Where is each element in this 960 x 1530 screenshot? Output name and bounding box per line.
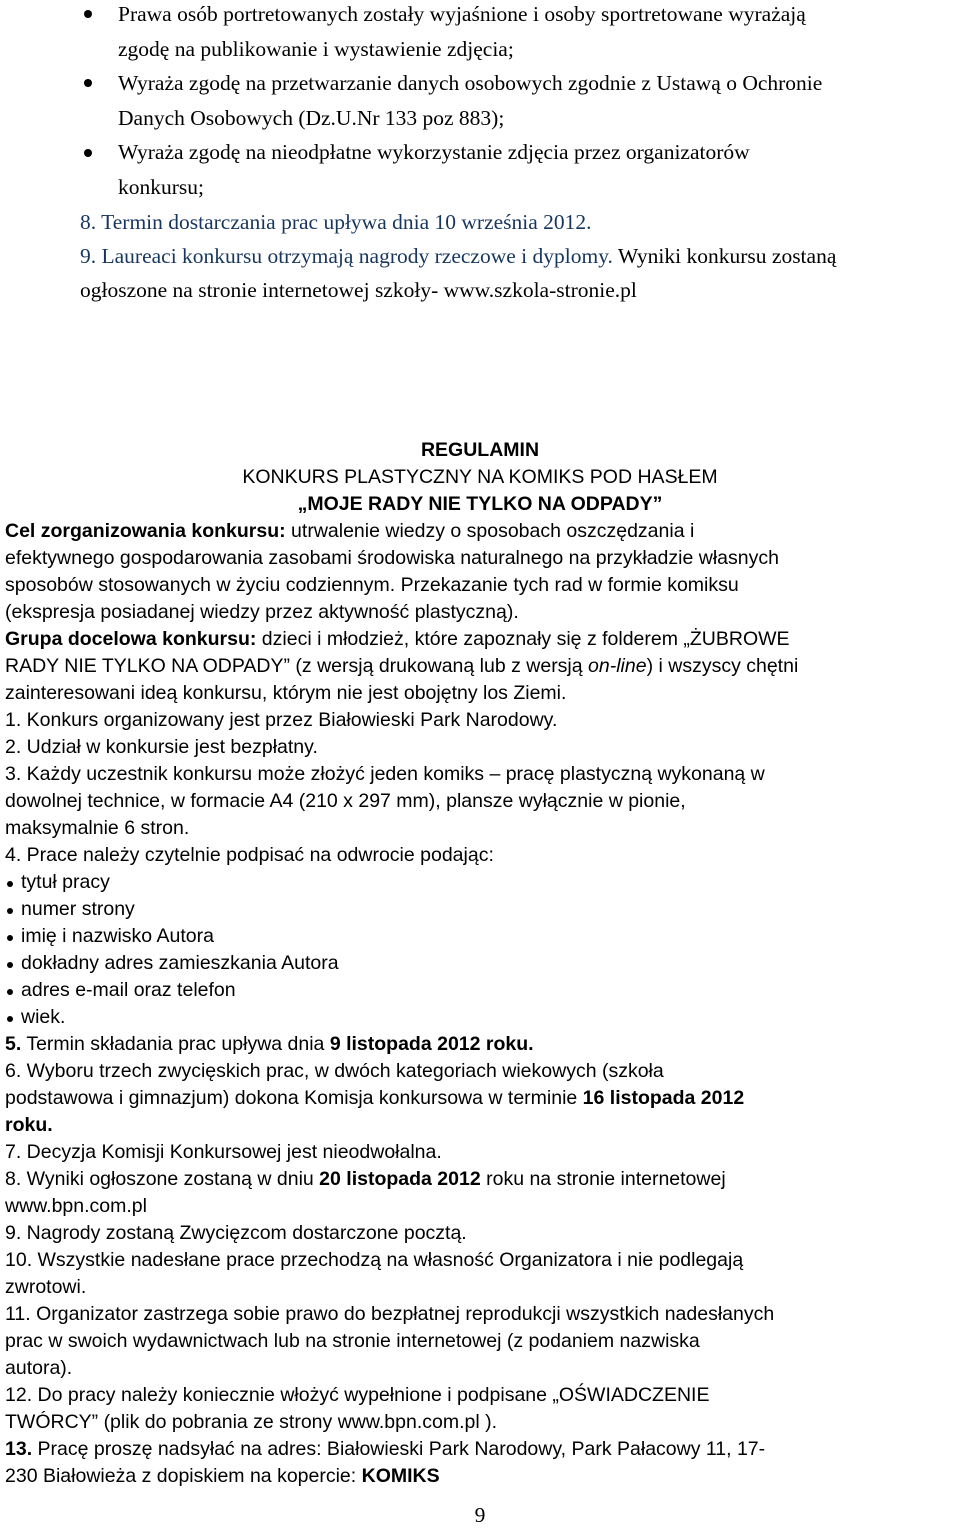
bullet-dot [7,881,13,887]
point-11: 11. Organizator zastrzega sobie prawo do bezpłatnej reprodukcji wszystkich nadesłanych [5,1303,775,1325]
label-requirement-item [5,950,957,977]
cel-line: (ekspresja posiadanej wiedzy przez aktywność plastyczną). [5,601,519,623]
label-requirement-item [5,1004,957,1031]
requirement-text: dokładny adres zamieszkania Autora [21,952,339,974]
grupa-line [5,626,957,653]
regulamin-slogan: „MOJE RADY NIE TYLKO NA ODPADY” [297,493,663,515]
regulamin-title: REGULAMIN [420,439,540,461]
point-text: roku na stronie internetowej [480,1168,726,1190]
grupa-line [5,653,957,680]
deadline-date: 9 listopada 2012 roku. [329,1033,534,1055]
cel-label: Cel zorganizowania konkursu: [5,520,286,542]
point-12-continuation: TWÓRCY” (plik do pobrania ze strony www.bpn.com.pl ). [5,1411,497,1433]
point-number: 13. [5,1438,33,1460]
envelope-note: KOMIKS [361,1465,440,1487]
requirement-text: numer strony [21,898,135,920]
grupa-line: zainteresowani ideą konkursu, którym nie jest obojętny los Ziemi. [5,682,567,704]
grupa-text: ) i wszyscy chętni [646,655,799,677]
cel-line: efektywnego gospodarowania zasobami środowiska naturalnego na przykładzie własnych [5,547,779,569]
point-1: 1. Konkurs organizowany jest przez Białowieski Park Narodowy. [5,709,558,731]
regulamin-body [5,518,957,1490]
point-9: 9. Nagrody zostaną Zwycięzcom dostarczone pocztą. [5,1222,467,1244]
list-item-continuation: konkursu; [118,175,204,199]
bullet-dot [84,149,92,157]
jury-date: 16 listopada 2012 [582,1087,745,1109]
point-3-continuation: dowolnej technice, w formacie A4 (210 x 297 mm), plansze wyłącznie w pionie, [5,790,686,812]
grupa-text: dzieci i młodzież, które zapoznały się z folderem „ŻUBROWE [256,628,790,650]
bullet-dot [84,10,92,18]
page-number: 9 [474,1503,486,1527]
point-text: Termin składania prac upływa dnia [21,1033,330,1055]
label-requirement-item [5,923,957,950]
rule-item-8: 8. Termin dostarczania prac upływa dnia 10 września 2012. [80,210,592,234]
regulamin-subtitle: KONKURS PLASTYCZNY NA KOMIKS POD HASŁEM [242,466,718,488]
point-4: 4. Prace należy czytelnie podpisać na odwrocie podając: [5,844,494,866]
point-text: 8. Wyniki ogłoszone zostaną w dniu [5,1168,320,1190]
point-2: 2. Udział w konkursie jest bezpłatny. [5,736,318,758]
point-6: 6. Wyboru trzech zwycięskich prac, w dwóch kategoriach wiekowych (szkoła [5,1060,664,1082]
bullet-dot [7,935,13,941]
point-5 [5,1031,957,1058]
point-text: Pracę proszę nadsyłać na adres: Białowieski Park Narodowy, Park Pałacowy 11, 17- [32,1438,766,1460]
point-3: 3. Każdy uczestnik konkursu może złożyć jeden komiks – pracę plastyczną wykonaną w [5,763,765,785]
label-requirement-item [5,977,957,1004]
point-text: 230 Białowieża z dopiskiem na kopercie: [5,1465,362,1487]
point-6-continuation [5,1085,957,1112]
point-12: 12. Do pracy należy koniecznie włożyć wypełnione i podpisane „OŚWIADCZENIE [5,1384,710,1406]
point-6-continuation: roku. [5,1114,53,1136]
bullet-dot [84,79,92,87]
point-10-continuation: zwrotowi. [5,1276,87,1298]
requirement-text: adres e-mail oraz telefon [21,979,236,1001]
results-date: 20 listopada 2012 [319,1168,481,1190]
point-3-continuation: maksymalnie 6 stron. [5,817,190,839]
list-item-continuation: zgodę na publikowanie i wystawienie zdjęcia; [118,37,514,61]
point-8 [5,1166,957,1193]
label-requirement-item [5,869,957,896]
requirement-text: imię i nazwisko Autora [21,925,214,947]
bullet-dot [7,989,13,995]
bullet-dot [7,908,13,914]
grupa-text: RADY NIE TYLKO NA ODPADY” (z wersją drukowaną lub z wersją [5,655,589,677]
cel-line [5,518,957,545]
point-13-continuation [5,1463,957,1490]
point-11-continuation: autora). [5,1357,73,1379]
point-8-url: www.bpn.com.pl [5,1195,147,1217]
requirement-text: tytuł pracy [21,871,110,893]
grupa-online: on-line [588,655,647,677]
list-item: Prawa osób portretowanych zostały wyjaśnione i osoby sportretowane wyrażają [118,2,806,26]
point-7: 7. Decyzja Komisji Konkursowej jest nieodwołalna. [5,1141,442,1163]
list-item-continuation: Danych Osobowych (Dz.U.Nr 133 poz 883); [118,106,505,130]
point-13 [5,1436,957,1463]
list-item: Wyraża zgodę na przetwarzanie danych osobowych zgodnie z Ustawą o Ochronie [118,71,823,95]
grupa-label: Grupa docelowa konkursu: [5,628,257,650]
point-number: 5. [5,1033,22,1055]
rule-item-9 [80,238,836,274]
bullet-dot [7,1016,13,1022]
list-item: Wyraża zgodę na nieodpłatne wykorzystanie zdjęcia przez organizatorów [118,140,750,164]
point-11-continuation: prac w swoich wydawnictwach lub na stronie internetowej (z podaniem nazwiska [5,1330,700,1352]
point-text: podstawowa i gimnazjum) dokona Komisja konkursowa w terminie [5,1087,583,1109]
bullet-dot [7,962,13,968]
point-10: 10. Wszystkie nadesłane prace przechodzą na własność Organizatora i nie podlegają [5,1249,744,1271]
label-requirement-item [5,896,957,923]
requirement-text: wiek. [21,1006,66,1028]
cel-text: utrwalenie wiedzy o sposobach oszczędzania i [285,520,695,542]
rule-item-9-results: Wyniki konkursu zostaną [617,244,837,268]
rule-item-9-text: 9. Laureaci konkursu otrzymają nagrody rzeczowe i dyplomy. [80,244,618,268]
regulamin-header [0,437,960,518]
rule-item-9-continuation: ogłoszone na stronie internetowej szkoły- www.szkola-stronie.pl [80,278,637,302]
cel-line: sposobów stosowanych w życiu codziennym. Przekazanie tych rad w formie komiksu [5,574,739,596]
